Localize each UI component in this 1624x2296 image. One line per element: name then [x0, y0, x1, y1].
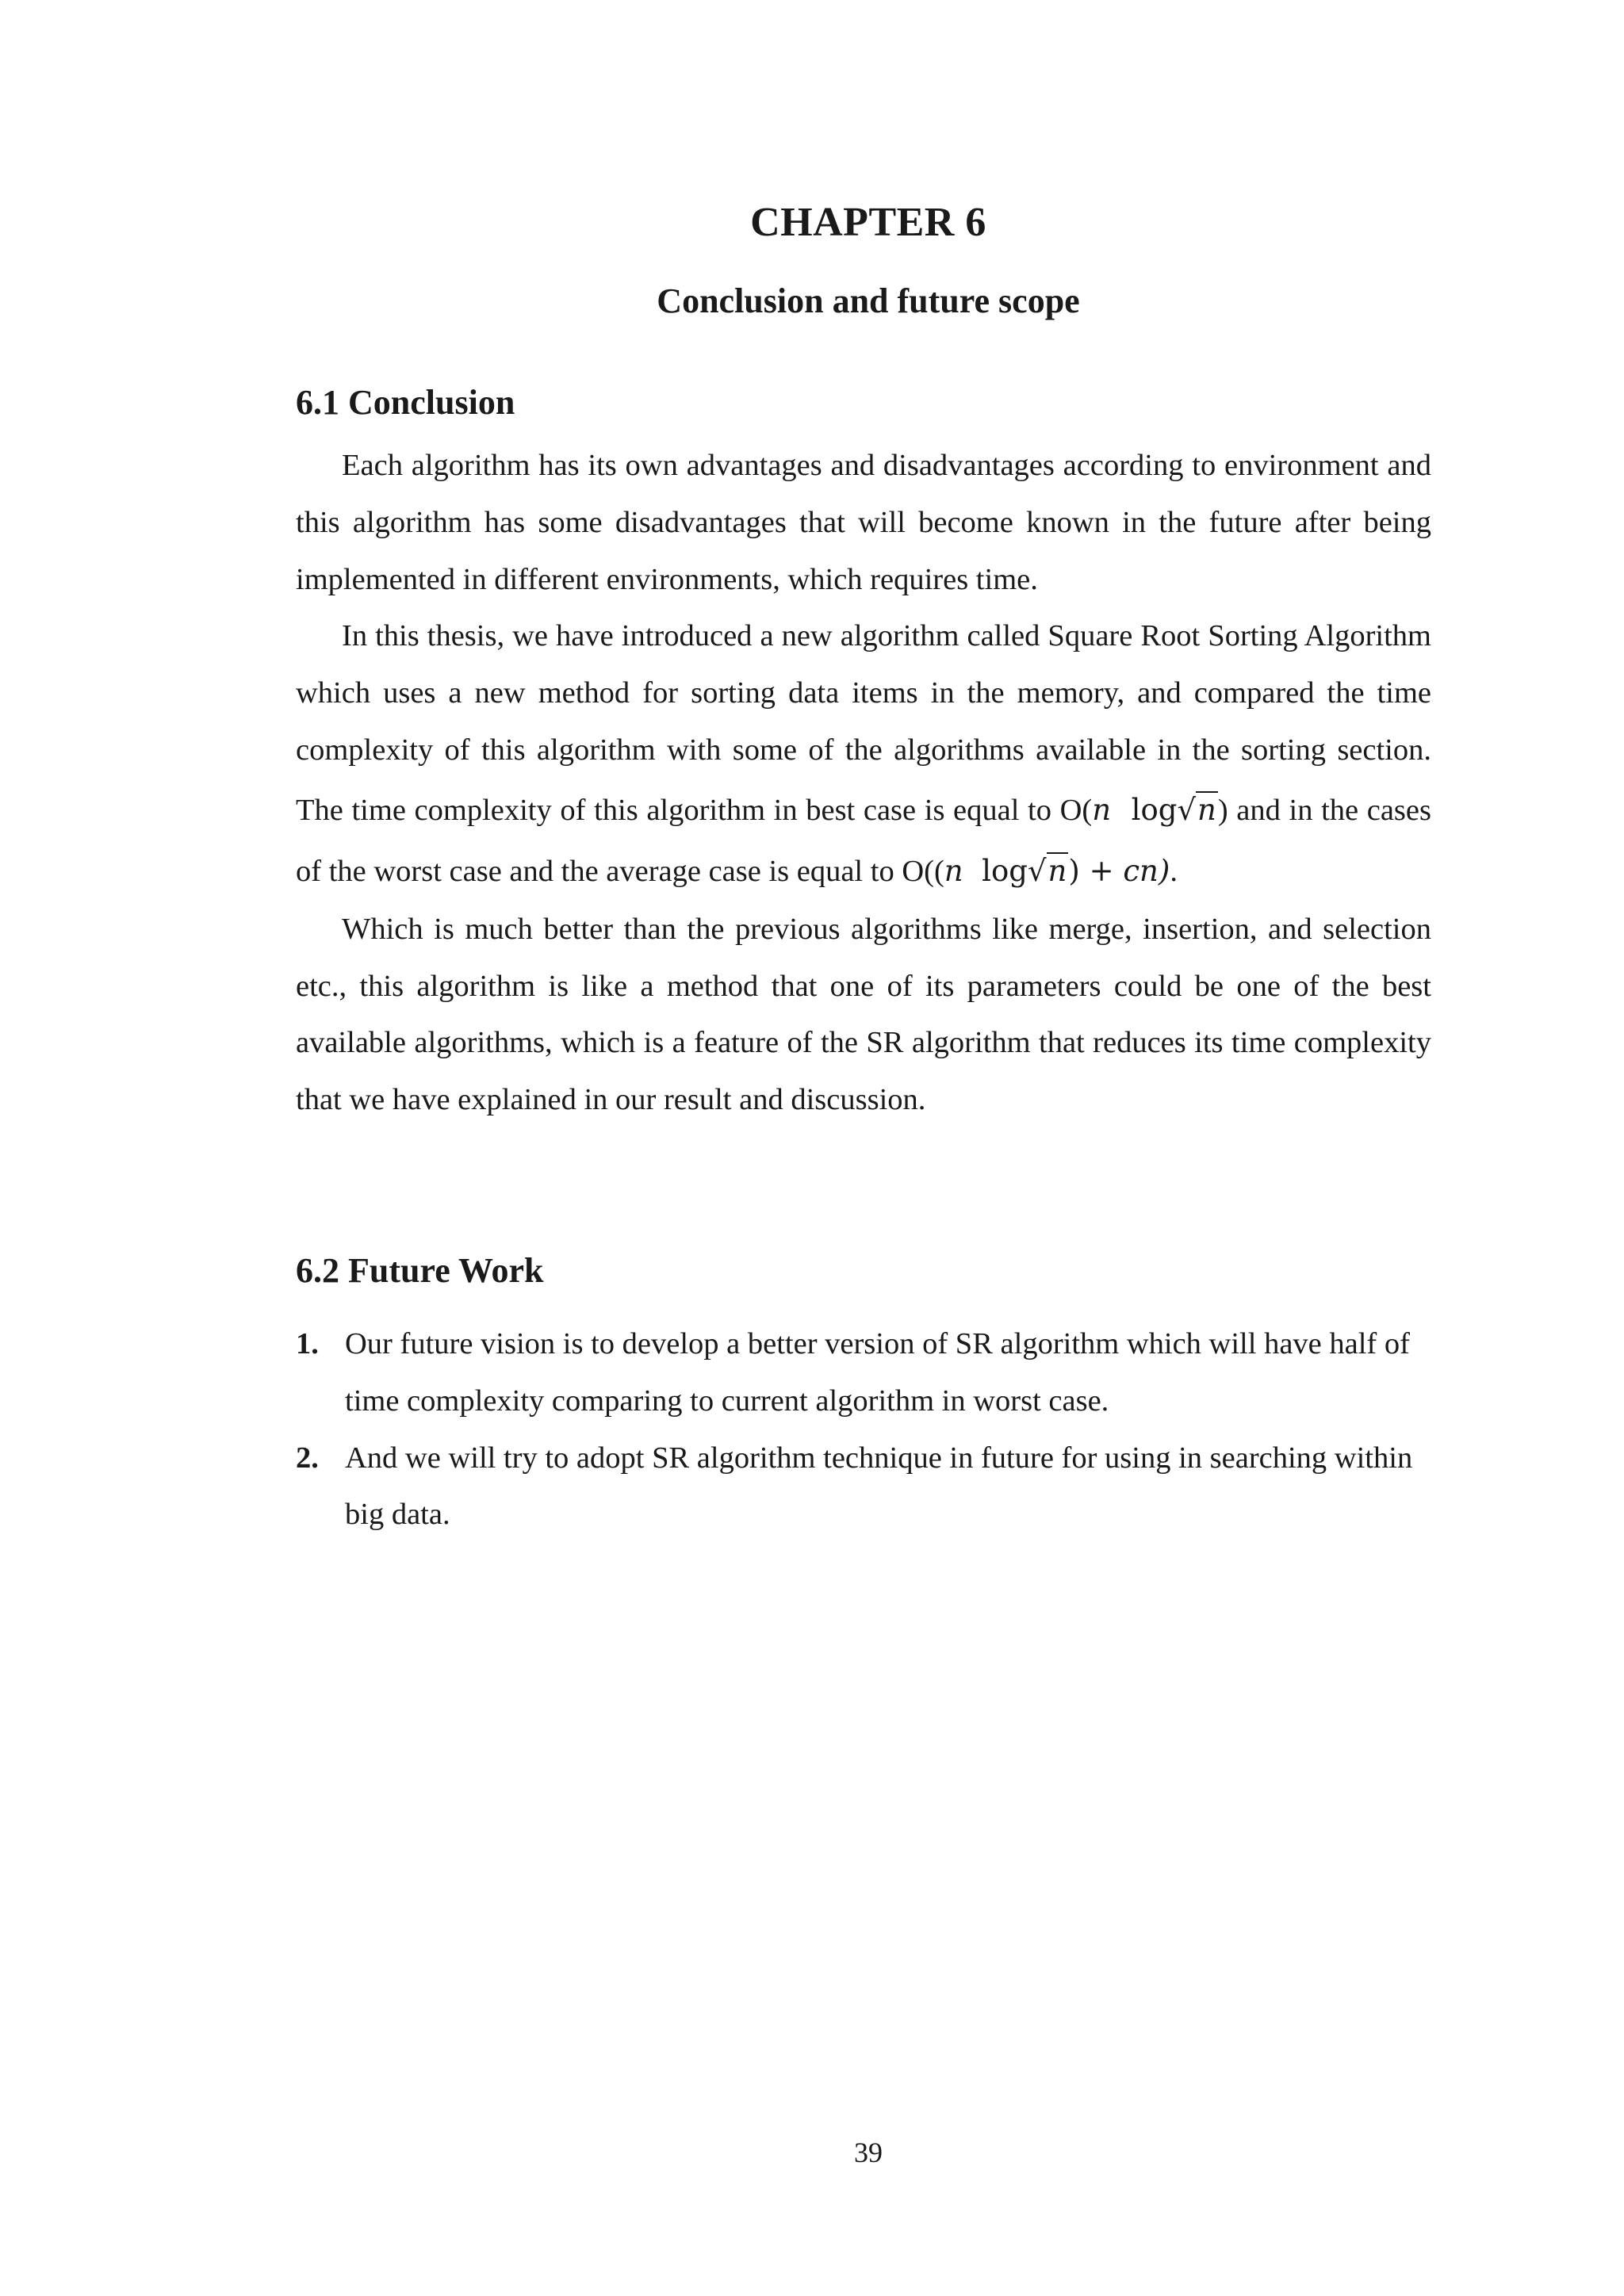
conclusion-paragraph-2 [296, 608, 1431, 901]
list-item [296, 1430, 1438, 1544]
paragraph-2-mid: ) and in the cases of the worst case and the average case is equal to O(( [296, 793, 1431, 888]
section-heading-conclusion: 6.1 Conclusion [296, 383, 515, 422]
paragraph-2-intro: In this thesis, we have introduced a new algorithm called Square Root Sorting Algorithm which uses a new method for sorting data items in the memory, and compared the time complexity of this algorithm with some of the algorithms available in the sorting section. The time complexity of this algorithm in best case is equal to O( [296, 619, 1431, 827]
list-item-text: Our future vision is to develop a better version of SR algorithm which will have half of time complexity comparing to current algorithm in worst case. [345, 1327, 1410, 1418]
conclusion-body [296, 438, 1431, 1129]
list-item-number: 2. [296, 1441, 319, 1475]
conclusion-paragraph-3: Which is much better than the previous algorithms like merge, insertion, and selection etc., this algorithm is like a method that one of its parameters could be one of the best available algorithms, which is a feature of the SR algorithm that reduces its time complexity that we have explained in our result and discussion. [296, 912, 1431, 1117]
worst-case-formula: n log√n) + cn) [944, 853, 1170, 888]
paragraph-2-end: . [1170, 854, 1178, 888]
best-case-formula: n log√n [1092, 792, 1216, 827]
list-item [296, 1316, 1438, 1430]
list-item-number: 1. [296, 1327, 319, 1360]
chapter-subtitle: Conclusion and future scope [657, 281, 1080, 320]
list-item-text: And we will try to adopt SR algorithm technique in future for using in searching within big data. [345, 1441, 1413, 1532]
future-work-list [296, 1316, 1438, 1544]
section-heading-future-work: 6.2 Future Work [296, 1251, 544, 1290]
page-number: 39 [854, 2137, 883, 2168]
conclusion-paragraph-1: Each algorithm has its own advantages and disadvantages according to environment and this algorithm has some disadvantages that will become known in the future after being implemented in different environments, which requires time. [296, 449, 1431, 596]
chapter-title: CHAPTER 6 [750, 200, 986, 245]
